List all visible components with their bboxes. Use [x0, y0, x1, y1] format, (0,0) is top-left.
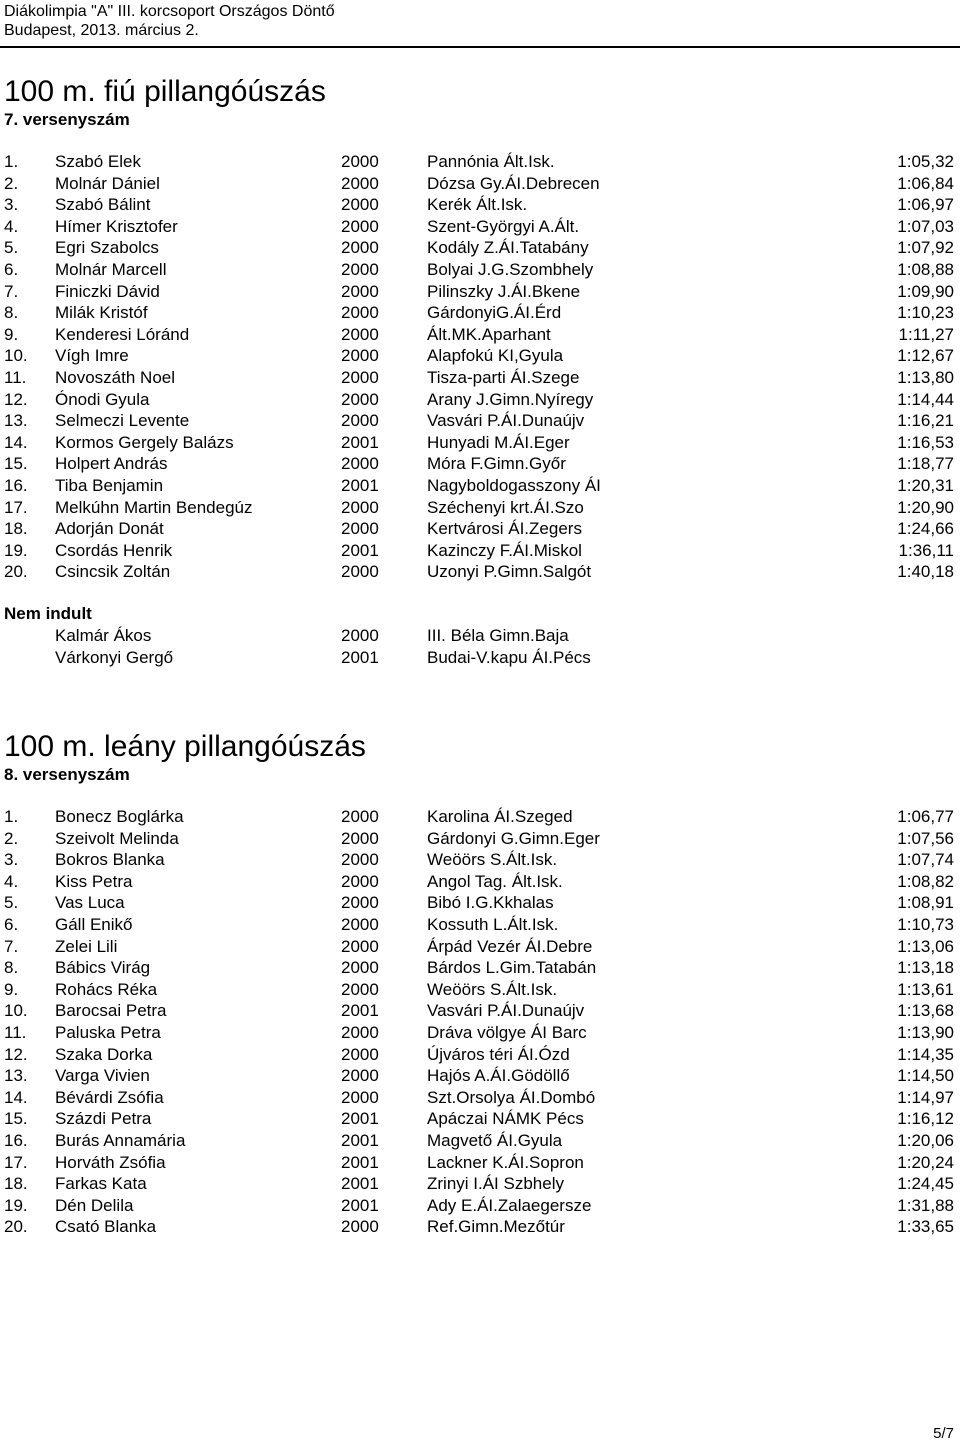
rank-cell: 20.	[4, 562, 28, 582]
name-cell: Szabó Bálint	[55, 195, 151, 215]
table-row	[0, 1152, 960, 1174]
year-cell: 2000	[341, 1066, 379, 1086]
year-cell: 2000	[341, 914, 379, 934]
year-cell: 2000	[341, 871, 379, 891]
time-cell: 1:13,61	[897, 979, 954, 999]
name-cell: Vas Luca	[55, 893, 125, 913]
name-cell: Bábics Virág	[55, 958, 151, 978]
table-row	[0, 957, 960, 979]
name-cell: Holpert András	[55, 454, 168, 474]
school-cell: Magvető ÁI.Gyula	[427, 1130, 563, 1150]
table-row	[0, 625, 960, 647]
rank-cell: 17.	[4, 497, 28, 517]
year-cell: 2000	[341, 893, 379, 913]
year-cell: 2001	[341, 1109, 379, 1129]
table-row	[0, 1173, 960, 1195]
time-cell: 1:13,18	[897, 958, 954, 978]
school-cell: Újváros téri ÁI.Ózd	[427, 1044, 570, 1064]
name-cell: Dén Delila	[55, 1195, 134, 1215]
year-cell: 2001	[341, 1174, 379, 1194]
school-cell: Budai-V.kapu ÁI.Pécs	[427, 647, 591, 667]
time-cell: 1:31,88	[897, 1195, 954, 1215]
school-cell: Weöörs S.Ált.Isk.	[427, 979, 558, 999]
table-row	[0, 281, 960, 303]
name-cell: Szabó Elek	[55, 152, 141, 171]
table-row	[0, 1108, 960, 1130]
table-row	[0, 892, 960, 914]
rank-cell: 18.	[4, 1174, 28, 1194]
year-cell: 2000	[341, 626, 379, 645]
table-row	[0, 1000, 960, 1022]
time-cell: 1:07,92	[897, 238, 954, 258]
year-cell: 2001	[341, 1130, 379, 1150]
school-cell: Dráva völgye ÁI Barc	[427, 1022, 587, 1042]
event-title: 100 m. fiú pillangóúszás	[4, 75, 326, 108]
table-row	[0, 1022, 960, 1044]
time-cell: 1:16,12	[897, 1109, 954, 1129]
name-cell: Százdi Petra	[55, 1109, 152, 1129]
rank-cell: 2.	[4, 828, 19, 848]
table-row	[0, 345, 960, 367]
time-cell: 1:05,32	[897, 152, 954, 171]
rank-cell: 4.	[4, 216, 19, 236]
time-cell: 1:06,77	[897, 807, 954, 826]
table-row	[0, 540, 960, 562]
rank-cell: 8.	[4, 303, 19, 323]
year-cell: 2000	[341, 497, 379, 517]
school-cell: Tisza-parti ÁI.Szege	[427, 367, 580, 387]
school-cell: Kossuth L.Ált.Isk.	[427, 914, 559, 934]
year-cell: 2000	[341, 303, 379, 323]
year-cell: 2001	[341, 1195, 379, 1215]
name-cell: Horváth Zsófia	[55, 1152, 166, 1172]
rank-cell: 17.	[4, 1152, 28, 1172]
time-cell: 1:14,44	[897, 389, 954, 409]
time-cell: 1:13,80	[897, 367, 954, 387]
year-cell: 2000	[341, 173, 379, 193]
table-row	[0, 1130, 960, 1152]
rank-cell: 7.	[4, 936, 19, 956]
school-cell: Hajós A.ÁI.Gödöllő	[427, 1066, 570, 1086]
year-cell: 2000	[341, 850, 379, 870]
time-cell: 1:06,84	[897, 173, 954, 193]
table-row	[0, 259, 960, 281]
school-cell: Arany J.Gimn.Nyíregy	[427, 389, 594, 409]
school-cell: Gárdonyi G.Gimn.Eger	[427, 828, 600, 848]
rank-cell: 14.	[4, 432, 28, 452]
table-row	[0, 1044, 960, 1066]
rank-cell: 20.	[4, 1217, 28, 1237]
table-row	[0, 1065, 960, 1087]
school-cell: Pilinszky J.ÁI.Bkene	[427, 281, 581, 301]
name-cell: Barocsai Petra	[55, 1001, 167, 1021]
name-cell: Tiba Benjamin	[55, 475, 164, 495]
name-cell: Molnár Dániel	[55, 173, 160, 193]
school-cell: Szent-Györgyi A.Ált.	[427, 216, 580, 236]
school-cell: Kertvárosi ÁI.Zegers	[427, 519, 582, 539]
school-cell: Nagyboldogasszony ÁI	[427, 475, 601, 495]
school-cell: Zrinyi I.ÁI Szbhely	[427, 1174, 564, 1194]
rank-cell: 18.	[4, 519, 28, 539]
time-cell: 1:16,53	[897, 432, 954, 452]
name-cell: Vígh Imre	[55, 346, 129, 366]
time-cell: 1:16,21	[897, 411, 954, 431]
table-row	[0, 432, 960, 454]
school-cell: Apáczai NÁMK Pécs	[427, 1109, 584, 1129]
time-cell: 1:20,90	[897, 497, 954, 517]
name-cell: Finiczki Dávid	[55, 281, 160, 301]
school-cell: Hunyadi M.ÁI.Eger	[427, 432, 570, 452]
school-cell: Árpád Vezér ÁI.Debre	[427, 936, 593, 956]
name-cell: Gáll Enikő	[55, 914, 133, 934]
year-cell: 2000	[341, 1022, 379, 1042]
rank-cell: 13.	[4, 1066, 28, 1086]
rank-cell: 19.	[4, 1195, 28, 1215]
time-cell: 1:14,35	[897, 1044, 954, 1064]
time-cell: 1:07,74	[897, 850, 954, 870]
table-row	[0, 194, 960, 216]
year-cell: 2000	[341, 454, 379, 474]
name-cell: Várkonyi Gergő	[55, 647, 174, 667]
table-row	[0, 647, 960, 669]
school-cell: Kodály Z.ÁI.Tatabány	[427, 238, 589, 258]
table-row	[0, 1087, 960, 1109]
year-cell: 2000	[341, 958, 379, 978]
rank-cell: 12.	[4, 389, 28, 409]
time-cell: 1:09,90	[897, 281, 954, 301]
table-row	[0, 237, 960, 259]
name-cell: Rohács Réka	[55, 979, 158, 999]
year-cell: 2000	[341, 1217, 379, 1237]
school-cell: Weöörs S.Ált.Isk.	[427, 850, 558, 870]
year-cell: 2000	[341, 519, 379, 539]
rank-cell: 11.	[4, 367, 27, 387]
rank-cell: 19.	[4, 540, 28, 560]
dns-list	[0, 625, 960, 668]
rank-cell: 6.	[4, 914, 19, 934]
rank-cell: 9.	[4, 979, 19, 999]
rank-cell: 3.	[4, 195, 19, 215]
school-cell: Angol Tag. Ált.Isk.	[427, 871, 563, 891]
time-cell: 1:12,67	[897, 346, 954, 366]
name-cell: Milák Kristóf	[55, 303, 148, 323]
school-cell: Vasvári P.ÁI.Dunaújv	[427, 1001, 585, 1021]
rank-cell: 11.	[4, 1022, 27, 1042]
rank-cell: 16.	[4, 475, 28, 495]
time-cell: 1:24,66	[897, 519, 954, 539]
year-cell: 2001	[341, 540, 379, 560]
rank-cell: 9.	[4, 324, 19, 344]
rank-cell: 1.	[4, 807, 19, 826]
year-cell: 2000	[341, 1044, 379, 1064]
name-cell: Burás Annamária	[55, 1130, 186, 1150]
rank-cell: 3.	[4, 850, 19, 870]
time-cell: 1:07,56	[897, 828, 954, 848]
table-row	[0, 410, 960, 432]
school-cell: Pannónia Ált.Isk.	[427, 152, 555, 171]
school-cell: Kerék Ált.Isk.	[427, 195, 528, 215]
name-cell: Ónodi Gyula	[55, 389, 150, 409]
time-cell: 1:08,82	[897, 871, 954, 891]
rank-cell: 7.	[4, 281, 19, 301]
school-cell: Bolyai J.G.Szombhely	[427, 259, 594, 279]
year-cell: 2000	[341, 807, 379, 826]
time-cell: 1:24,45	[897, 1174, 954, 1194]
rank-cell: 2.	[4, 173, 19, 193]
table-row	[0, 914, 960, 936]
name-cell: Kalmár Ákos	[55, 626, 152, 645]
time-cell: 1:14,50	[897, 1066, 954, 1086]
table-row	[0, 475, 960, 497]
name-cell: Zelei Lili	[55, 936, 118, 956]
school-cell: Ady E.ÁI.Zalaegersze	[427, 1195, 592, 1215]
table-row	[0, 173, 960, 195]
name-cell: Kormos Gergely Balázs	[55, 432, 234, 452]
name-cell: Varga Vivien	[55, 1066, 150, 1086]
time-cell: 1:40,18	[897, 562, 954, 582]
school-cell: Karolina ÁI.Szeged	[427, 807, 573, 826]
school-cell: Uzonyi P.Gimn.Salgót	[427, 562, 592, 582]
year-cell: 2000	[341, 259, 379, 279]
name-cell: Adorján Donát	[55, 519, 164, 539]
school-cell: GárdonyiG.ÁI.Érd	[427, 303, 562, 323]
name-cell: Molnár Marcell	[55, 259, 167, 279]
year-cell: 2000	[341, 195, 379, 215]
page-header	[4, 2, 335, 40]
year-cell: 2000	[341, 1087, 379, 1107]
year-cell: 2000	[341, 367, 379, 387]
year-cell: 2000	[341, 281, 379, 301]
year-cell: 2000	[341, 979, 379, 999]
time-cell: 1:13,68	[897, 1001, 954, 1021]
table-row	[0, 806, 960, 828]
table-row	[0, 871, 960, 893]
time-cell: 1:14,97	[897, 1087, 954, 1107]
name-cell: Bokros Blanka	[55, 850, 165, 870]
school-cell: Bárdos L.Gim.Tatabán	[427, 958, 597, 978]
time-cell: 1:08,91	[897, 893, 954, 913]
table-row	[0, 216, 960, 238]
name-cell: Szeivolt Melinda	[55, 828, 179, 848]
table-row	[0, 849, 960, 871]
time-cell: 1:08,88	[897, 259, 954, 279]
name-cell: Selmeczi Levente	[55, 411, 190, 431]
name-cell: Csordás Henrik	[55, 540, 173, 560]
rank-cell: 5.	[4, 893, 19, 913]
table-row	[0, 497, 960, 519]
table-row	[0, 367, 960, 389]
year-cell: 2001	[341, 432, 379, 452]
year-cell: 2000	[341, 216, 379, 236]
name-cell: Szaka Dorka	[55, 1044, 153, 1064]
time-cell: 1:10,73	[897, 914, 954, 934]
event-title: 100 m. leány pillangóúszás	[4, 730, 366, 763]
name-cell: Csató Blanka	[55, 1217, 157, 1237]
time-cell: 1:13,90	[897, 1022, 954, 1042]
results-table-girls	[0, 806, 960, 1238]
time-cell: 1:20,31	[897, 475, 954, 495]
school-cell: Móra F.Gimn.Győr	[427, 454, 566, 474]
rank-cell: 16.	[4, 1130, 28, 1150]
table-row	[0, 979, 960, 1001]
name-cell: Novoszáth Noel	[55, 367, 176, 387]
table-row	[0, 828, 960, 850]
year-cell: 2000	[341, 389, 379, 409]
school-cell: Vasvári P.ÁI.Dunaújv	[427, 411, 585, 431]
year-cell: 2001	[341, 1001, 379, 1021]
name-cell: Melkúhn Martin Bendegúz	[55, 497, 253, 517]
name-cell: Kiss Petra	[55, 871, 133, 891]
event-number: 7. versenyszám	[4, 110, 130, 129]
year-cell: 2001	[341, 475, 379, 495]
rank-cell: 8.	[4, 958, 19, 978]
name-cell: Bévárdi Zsófia	[55, 1087, 164, 1107]
year-cell: 2000	[341, 936, 379, 956]
time-cell: 1:36,11	[898, 540, 954, 560]
school-cell: Bibó I.G.Kkhalas	[427, 893, 554, 913]
name-cell: Farkas Kata	[55, 1174, 147, 1194]
year-cell: 2000	[341, 152, 379, 171]
rank-cell: 13.	[4, 411, 28, 431]
name-cell: Kenderesi Lóránd	[55, 324, 190, 344]
year-cell: 2000	[341, 238, 379, 258]
table-row	[0, 1195, 960, 1217]
time-cell: 1:06,97	[897, 195, 954, 215]
table-row	[0, 302, 960, 324]
time-cell: 1:33,65	[897, 1217, 954, 1237]
table-row	[0, 151, 960, 173]
name-cell: Egri Szabolcs	[55, 238, 159, 258]
school-cell: Kazinczy F.ÁI.Miskol	[427, 540, 582, 560]
year-cell: 2000	[341, 828, 379, 848]
table-row	[0, 453, 960, 475]
name-cell: Paluska Petra	[55, 1022, 161, 1042]
time-cell: 1:13,06	[897, 936, 954, 956]
header-divider	[0, 46, 960, 48]
time-cell: 1:11,27	[898, 324, 954, 344]
event-number: 8. versenyszám	[4, 765, 130, 784]
table-row	[0, 389, 960, 411]
rank-cell: 15.	[4, 454, 28, 474]
page-number: 5/7	[933, 1425, 954, 1442]
time-cell: 1:20,06	[897, 1130, 954, 1150]
school-cell: Dózsa Gy.ÁI.Debrecen	[427, 173, 600, 193]
rank-cell: 5.	[4, 238, 19, 258]
year-cell: 2001	[341, 1152, 379, 1172]
name-cell: Hímer Krisztofer	[55, 216, 178, 236]
year-cell: 2000	[341, 346, 379, 366]
school-cell: Szt.Orsolya ÁI.Dombó	[427, 1087, 596, 1107]
year-cell: 2000	[341, 411, 379, 431]
year-cell: 2000	[341, 562, 379, 582]
time-cell: 1:10,23	[897, 303, 954, 323]
time-cell: 1:18,77	[897, 454, 954, 474]
results-table-boys	[0, 151, 960, 583]
time-cell: 1:20,24	[897, 1152, 954, 1172]
header-date: Budapest, 2013. március 2.	[4, 22, 199, 39]
header-title: Diákolimpia "A" III. korcsoport Országos Döntő	[4, 3, 335, 20]
school-cell: Alapfokú KI,Gyula	[427, 346, 564, 366]
school-cell: III. Béla Gimn.Baja	[427, 626, 569, 645]
year-cell: 2000	[341, 324, 379, 344]
rank-cell: 1.	[4, 152, 19, 171]
year-cell: 2001	[341, 647, 379, 667]
table-row	[0, 1216, 960, 1238]
rank-cell: 10.	[4, 346, 28, 366]
school-cell: Lackner K.ÁI.Sopron	[427, 1152, 584, 1172]
name-cell: Csincsik Zoltán	[55, 562, 171, 582]
dns-label: Nem indult	[4, 604, 92, 623]
rank-cell: 15.	[4, 1109, 28, 1129]
name-cell: Bonecz Boglárka	[55, 807, 184, 826]
table-row	[0, 936, 960, 958]
table-row	[0, 324, 960, 346]
rank-cell: 14.	[4, 1087, 28, 1107]
school-cell: Ref.Gimn.Mezőtúr	[427, 1217, 565, 1237]
rank-cell: 4.	[4, 871, 19, 891]
school-cell: Széchenyi krt.ÁI.Szo	[427, 497, 584, 517]
rank-cell: 10.	[4, 1001, 28, 1021]
school-cell: Ált.MK.Aparhant	[427, 324, 551, 344]
rank-cell: 6.	[4, 259, 19, 279]
table-row	[0, 518, 960, 540]
time-cell: 1:07,03	[897, 216, 954, 236]
rank-cell: 12.	[4, 1044, 28, 1064]
table-row	[0, 561, 960, 583]
